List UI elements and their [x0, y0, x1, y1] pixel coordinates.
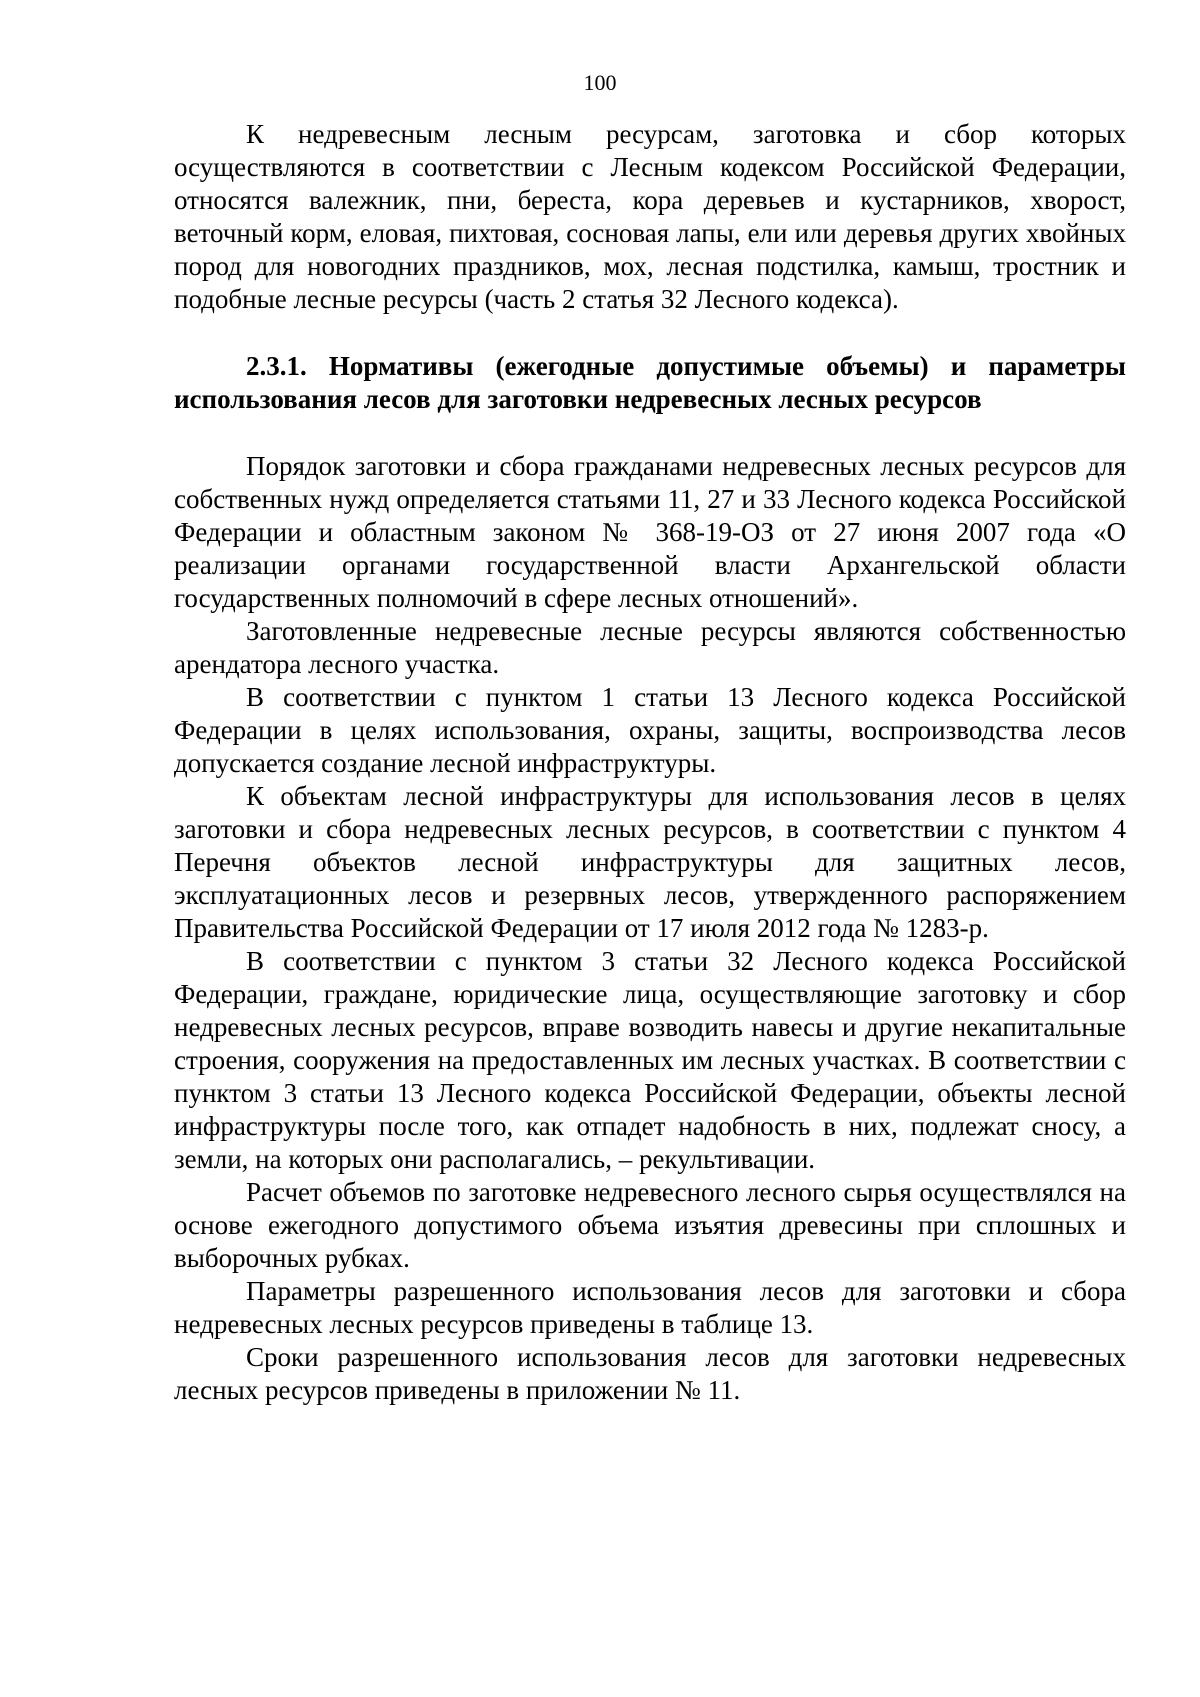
page-content: [174, 118, 1126, 1407]
page-number: 100: [583, 70, 617, 95]
intro-paragraph: К недревесным лесным ресурсам, заготовка и сбор которых осуществляются в соответствии с Лесным кодексом Российской Федерации, относятся валежник, пни, береста, кора деревьев и кустарников, хворост, веточный корм, еловая, пихтовая, сосновая лапы, ели или деревья других хвойных пород для новогодних праздников, мох, лесная подстилка, камыш, тростник и подобные лесные ресурсы (часть 2 статья 32 Лесного кодекса).: [174, 119, 1126, 314]
paragraph-procedure: Порядок заготовки и сбора гражданами недревесных лесных ресурсов для собственных нужд определяется статьями 11, 27 и 33 Лесного кодекса Российской Федерации и областным законом № 368-19-ОЗ от 27 июня 2007 года «О реализации органами государственной власти Архангельской области государственных полномочий в сфере лесных отношений».: [174, 451, 1126, 613]
paragraph-infrastructure-objects: К объектам лесной инфраструктуры для использования лесов в целях заготовки и сбора недревесных лесных ресурсов, в соответствии с пунктом 4 Перечня объектов лесной инфраструктуры для защитных лесов, эксплуатационных лесов и резервных лесов, утвержденного распоряжением Правительства Российской Федерации от 17 июля 2012 года № 1283-р.: [174, 781, 1126, 943]
paragraph-infrastructure-creation: В соответствии с пунктом 1 статьи 13 Лесного кодекса Российской Федерации в целях использования, охраны, защиты, воспроизводства лесов допускается создание лесной инфраструктуры.: [174, 682, 1126, 778]
paragraph-volume-calculation: Расчет объемов по заготовке недревесного лесного сырья осуществлялся на основе ежегодного допустимого объема изъятия древесины при сплошных и выборочных рубках.: [174, 1177, 1126, 1273]
section-heading: 2.3.1. Нормативы (ежегодные допустимые объемы) и параметры использования лесов для заготовки недревесных лесных ресурсов: [174, 351, 1126, 414]
paragraph-parameters-reference: Параметры разрешенного использования лесов для заготовки и сбора недревесных лесных ресурсов приведены в таблице 13.: [174, 1276, 1126, 1339]
paragraph-ownership: Заготовленные недревесные лесные ресурсы являются собственностью арендатора лесного участка.: [174, 616, 1126, 679]
paragraph-terms-reference: Сроки разрешенного использования лесов для заготовки недревесных лесных ресурсов приведены в приложении № 11.: [174, 1342, 1126, 1405]
paragraph-temporary-structures: В соответствии с пунктом 3 статьи 32 Лесного кодекса Российской Федерации, граждане, юридические лица, осуществляющие заготовку и сбор недревесных лесных ресурсов, вправе возводить навесы и другие некапитальные строения, сооружения на предоставленных им лесных участках. В соответствии с пунктом 3 статьи 13 Лесного кодекса Российской Федерации, объекты лесной инфраструктуры после того, как отпадет надобность в них, подлежат сносу, а земли, на которых они располагались, – рекультивации.: [174, 946, 1126, 1174]
